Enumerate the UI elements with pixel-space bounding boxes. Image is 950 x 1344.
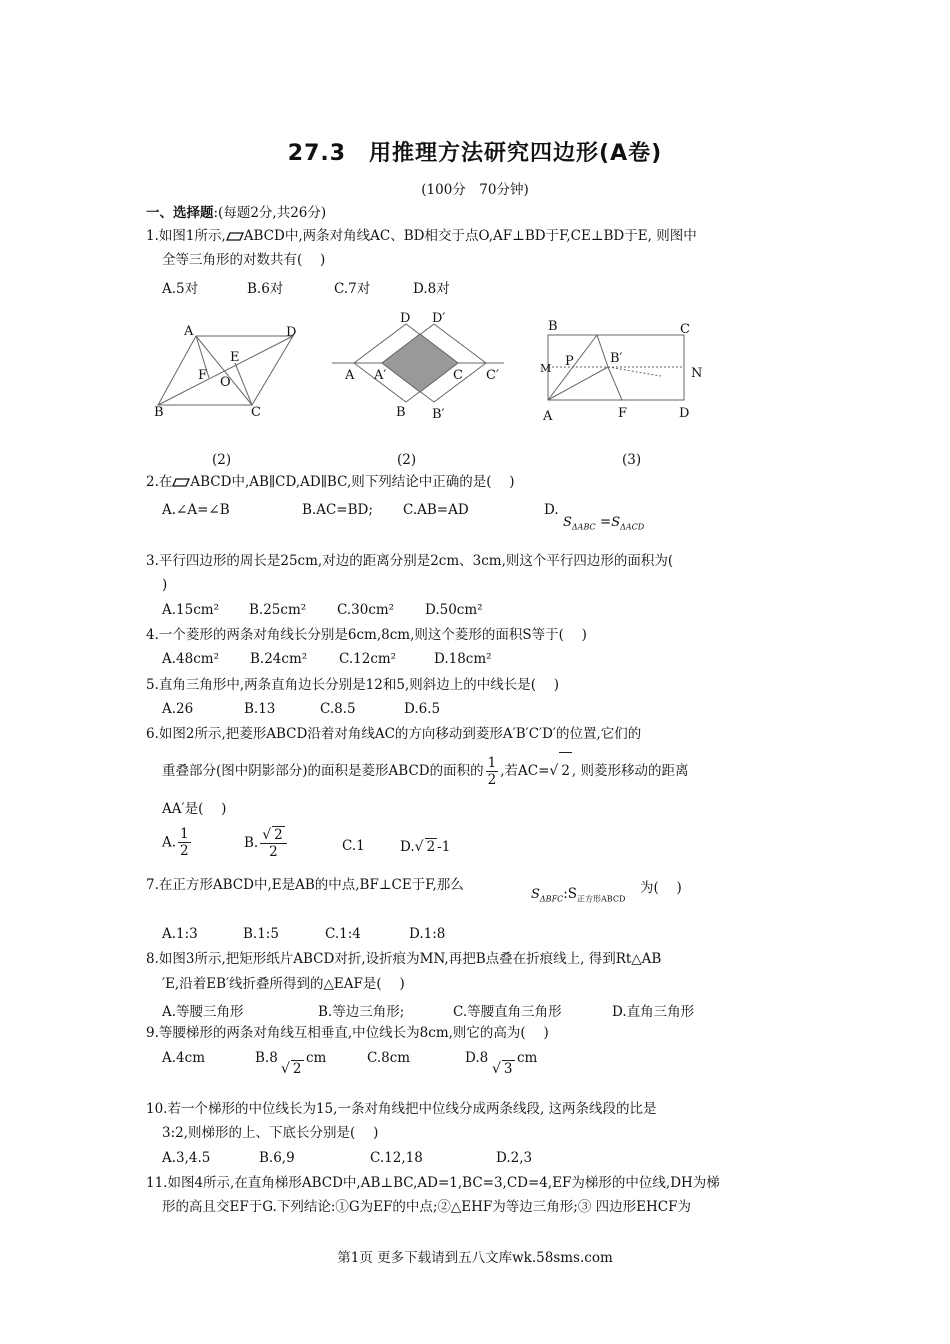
q10-option-d: D.2,3	[496, 1150, 533, 1166]
q7-option-a: A.1:3	[162, 926, 198, 942]
q7-text-b: 为( )	[640, 880, 682, 896]
q6-option-b	[244, 826, 289, 860]
fig2-caption: (2)	[397, 452, 417, 468]
q6-option-d	[400, 838, 450, 855]
q1-option-c: C.7对	[334, 281, 371, 297]
fig3-label-b: B	[548, 319, 558, 334]
q9-option-d-sqrt	[492, 1060, 515, 1077]
q6-opt-b-sqrt: 2	[274, 827, 283, 843]
q10-option-b: B.6,9	[259, 1150, 295, 1166]
fig2-label-d: D	[400, 311, 411, 326]
q11-line2: 形的高且交EF于G.下列结论:①G为EF的中点;②△EHF为等边三角形;③ 四边形EHCF为	[162, 1199, 691, 1215]
section-title: 一、选择题	[146, 205, 214, 221]
q7-line1	[146, 876, 464, 894]
figure-3-rectangle	[536, 314, 716, 429]
sqrt-icon: √	[262, 827, 272, 843]
q6-option-a	[162, 826, 193, 859]
q6-opt-d-label: D.	[400, 839, 415, 855]
fig1-label-a: A	[184, 324, 194, 339]
q3-option-c: C.30cm²	[337, 602, 395, 618]
q6-option-c: C.1	[342, 838, 365, 854]
q6-frac-den: 2	[487, 772, 497, 788]
fig2-label-a-prime: A′	[374, 368, 387, 383]
q6-frac-num: 1	[487, 755, 497, 771]
fig3-label-b-prime: B′	[610, 351, 623, 366]
q1-text-b: ABCD中,两条对角线AC、BD相交于点O,AF⊥BD于F,CE⊥BD于E, 则图中	[243, 228, 697, 244]
q2-eq: =	[595, 514, 612, 530]
q1-line1	[146, 227, 697, 245]
q8-line1: 8.如图3所示,把矩形纸片ABCD对折,设折痕为MN,再把B点叠在折痕线上, 得到Rt△AB	[146, 951, 662, 967]
fig3-label-a: A	[543, 409, 553, 424]
sqrt-icon: √	[281, 1061, 290, 1077]
q9-option-b-sqrt	[281, 1060, 304, 1077]
q2-line1	[146, 473, 515, 491]
sqrt-icon: √	[414, 839, 424, 855]
q8-option-b: B.等边三角形;	[318, 1004, 405, 1020]
fig2-label-a: A	[345, 368, 355, 383]
q8-option-a: A.等腰三角形	[162, 1004, 244, 1020]
section-rule: :(每题2分,共26分)	[213, 205, 327, 221]
q4-option-a: A.48cm²	[162, 651, 219, 667]
q5-option-c: C.8.5	[320, 701, 356, 717]
q2-option-c: C.AB=AD	[403, 502, 469, 518]
q3-line1: 3.平行四边形的周长是25cm,对边的距离分别是2cm、3cm,则这个平行四边形的面积为(	[146, 553, 674, 569]
page-footer: 第1页 更多下载请到五八文库wk.58sms.com	[337, 1250, 613, 1266]
q9-option-c: C.8cm	[367, 1050, 411, 1066]
q6-opt-d-sqrt: 2	[426, 839, 436, 855]
q2-option-b: B.AC=BD;	[302, 502, 373, 518]
fig1-label-f: F	[198, 368, 208, 383]
q9-option-d-unit: cm	[517, 1050, 538, 1066]
q2-option-a: A.∠A=∠B	[162, 502, 230, 518]
q2-text-b: ABCD中,AB∥CD,AD∥BC,则下列结论中正确的是( )	[190, 474, 515, 490]
q7-option-d: D.1:8	[409, 926, 446, 942]
q2-sub1: ΔABC	[571, 522, 596, 532]
q7-sub1: ΔBFC	[539, 894, 564, 904]
fig1-label-e: E	[230, 350, 240, 365]
q1-line2: 全等三角形的对数共有( )	[162, 252, 326, 268]
fig1-caption: (2)	[212, 452, 232, 468]
q6-text-b: ,若AC=	[500, 763, 550, 779]
page-subtitle: (100分 70分钟)	[421, 182, 529, 198]
section-heading	[146, 204, 326, 222]
q6-fraction	[486, 755, 499, 788]
fig1-label-o: O	[220, 375, 231, 390]
q5-option-a: A.26	[162, 701, 194, 717]
q2-option-d: D.	[544, 502, 559, 518]
q2-option-d-formula	[563, 514, 644, 532]
q10-option-a: A.3,4.5	[162, 1150, 211, 1166]
q2-text-a: 2.在	[146, 474, 173, 490]
q7-option-b: B.1:5	[243, 926, 279, 942]
q9-opt-d-label: D.8	[465, 1050, 489, 1066]
parallelogram-icon	[226, 232, 244, 241]
q4-option-b: B.24cm²	[250, 651, 308, 667]
q10-option-c: C.12,18	[370, 1150, 423, 1166]
sqrt-icon: √	[492, 1061, 501, 1077]
q6-opt-b-num	[260, 826, 287, 844]
q9-line1: 9.等腰梯形的两条对角线互相垂直,中位线长为8cm,则它的高为( )	[146, 1025, 549, 1041]
q9-option-d	[465, 1050, 488, 1066]
q7-colon: :S	[563, 886, 578, 902]
q4-option-d: D.18cm²	[434, 651, 492, 667]
q6-opt-d-tail: -1	[437, 839, 451, 855]
q6-line1: 6.如图2所示,把菱形ABCD沿着对角线AC的方向移动到菱形A′B′C′D′的位置,它们的	[146, 726, 642, 742]
fig2-shaded-region	[382, 334, 458, 392]
q1-option-b: B.6对	[247, 281, 284, 297]
q10-line1: 10.若一个梯形的中位线长为15,一条对角线把中位线分成两条线段, 这两条线段的比是	[146, 1101, 657, 1117]
q5-line1: 5.直角三角形中,两条直角边长分别是12和5,则斜边上的中线长是( )	[146, 677, 560, 693]
figure-1-parallelogram	[150, 318, 310, 428]
figure-2-rhombus	[328, 306, 508, 426]
q9-option-b-unit: cm	[306, 1050, 327, 1066]
q9-option-a: A.4cm	[162, 1050, 205, 1066]
q3-option-d: D.50cm²	[425, 602, 483, 618]
fig3-label-m: M	[540, 362, 552, 375]
q1-text-a: 1.如图1所示,	[146, 228, 226, 244]
q2-sub2: ΔACD	[620, 522, 645, 532]
q6-opt-a-fraction	[178, 826, 191, 859]
q6-line2	[146, 752, 689, 792]
fig3-label-n: N	[691, 366, 703, 381]
q2-s2: S	[611, 515, 621, 530]
fig2-label-c: C	[453, 368, 463, 383]
q9-option-b	[255, 1050, 278, 1066]
q6-opt-a-label: A.	[162, 834, 177, 851]
q9-opt-b-label: B.8	[255, 1050, 278, 1066]
q4-line1: 4.一个菱形的两条对角线长分别是6cm,8cm,则这个菱形的面积S等于( )	[146, 627, 587, 643]
q8-line2: ′E,沿着EB′线折叠所得到的△EAF是( )	[162, 976, 405, 992]
q6-opt-a-num: 1	[180, 826, 189, 842]
q7-text-a: 7.在正方形ABCD中,E是AB的中点,BF⊥CE于F,那么	[146, 877, 464, 893]
q7-ratio	[531, 886, 625, 905]
q9-opt-d-sqrt: 3	[503, 1061, 513, 1077]
fig2-label-b: B	[396, 405, 406, 420]
q11-line1: 11.如图4所示,在直角梯形ABCD中,AB⊥BC,AD=1,BC=3,CD=4,EF为梯形的中位线,DH为梯	[146, 1175, 720, 1191]
q4-option-c: C.12cm²	[339, 651, 397, 667]
fig3-caption: (3)	[622, 452, 642, 468]
q3-option-a: A.15cm²	[162, 602, 219, 618]
fig3-label-f: F	[618, 406, 628, 421]
fig2-label-b-prime: B′	[432, 407, 445, 422]
fig2-label-c-prime: C′	[486, 368, 499, 383]
fig1-label-b: B	[154, 405, 164, 420]
q5-option-b: B.13	[244, 701, 276, 717]
parallelogram-icon	[172, 478, 190, 487]
q7-s1: S	[531, 887, 540, 902]
q3-option-b: B.25cm²	[249, 602, 307, 618]
q10-line2: 3:2,则梯形的上、下底长分别是( )	[162, 1125, 379, 1141]
q5-option-d: D.6.5	[404, 701, 441, 717]
q6-text-c: , 则菱形移动的距离	[571, 763, 689, 779]
q2-s1: S	[563, 515, 572, 530]
q8-option-c: C.等腰直角三角形	[453, 1004, 562, 1020]
q6-sqrt-value: 2	[559, 752, 572, 789]
q3-line2: )	[162, 577, 168, 593]
q1-option-d: D.8对	[413, 281, 450, 297]
q6-opt-b-label: B.	[244, 835, 259, 851]
q9-opt-b-sqrt: 2	[292, 1061, 302, 1077]
fig3-label-d: D	[679, 406, 690, 421]
q6-text-a: 重叠部分(图中阴影部分)的面积是菱形ABCD的面积的	[162, 763, 484, 779]
q8-option-d: D.直角三角形	[612, 1004, 695, 1020]
sqrt-icon: √	[549, 763, 559, 779]
fig1-label-c: C	[251, 405, 261, 420]
q6-opt-b-fraction	[260, 826, 287, 860]
q6-opt-a-den: 2	[180, 843, 189, 859]
fig1-label-d: D	[286, 325, 297, 340]
q6-line3: AA′是( )	[162, 801, 227, 817]
q1-option-a: A.5对	[162, 281, 199, 297]
page-title: 27.3 用推理方法研究四边形(A卷)	[287, 141, 663, 166]
fig2-label-d-prime: D′	[432, 311, 446, 326]
q7-sub2: 正方形ABCD	[577, 894, 626, 904]
q7-option-c: C.1:4	[325, 926, 361, 942]
q6-opt-b-den: 2	[269, 844, 278, 860]
fig3-label-p: P	[565, 354, 574, 369]
fig3-label-c: C	[680, 322, 690, 337]
